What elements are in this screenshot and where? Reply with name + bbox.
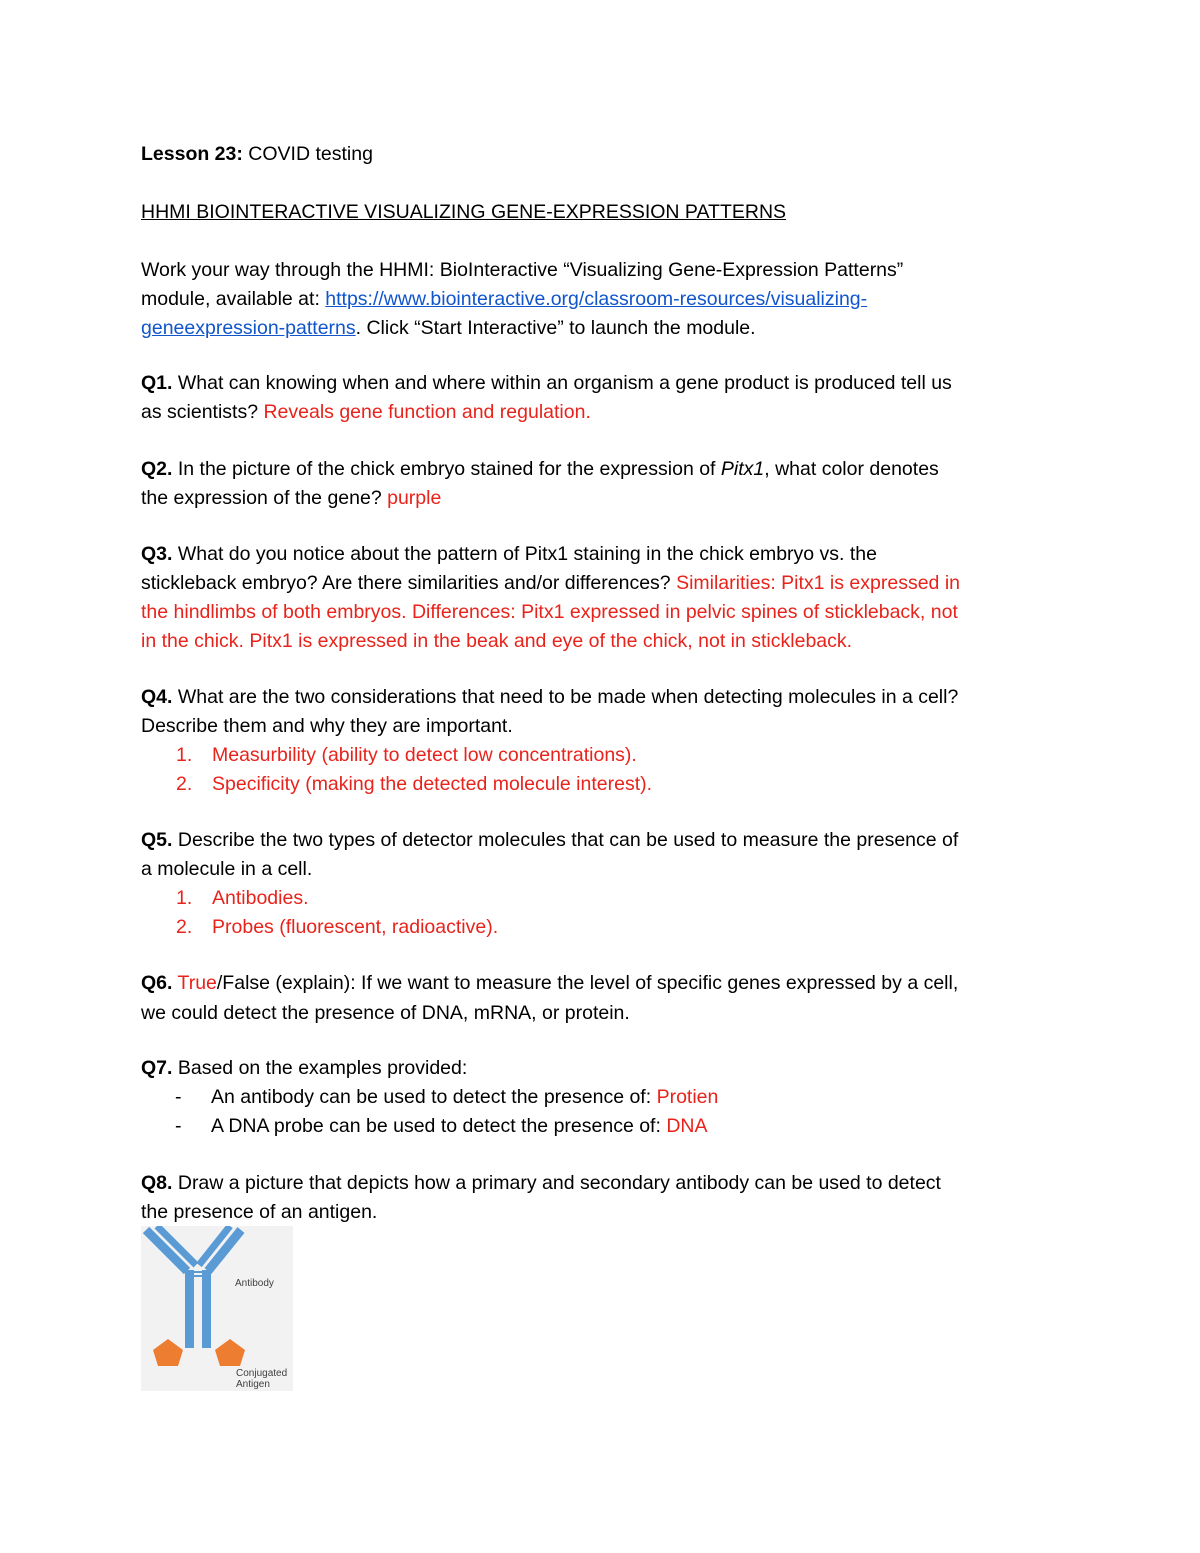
- q2-line-1: Q2. In the picture of the chick embryo stained for the expression of Pitx1, what color denotes: [141, 458, 939, 480]
- q2-answer: purple: [387, 487, 442, 509]
- q4-line-2: Describe them and why they are important.: [141, 715, 513, 737]
- antigen-label-line-2: Antigen: [236, 1379, 270, 1390]
- q3-answer: Similarities: Pitx1 is expressed in: [676, 572, 960, 594]
- q1-answer: Reveals gene function and regulation.: [263, 401, 591, 423]
- q7-line-1: Q7. Based on the examples provided:: [141, 1057, 468, 1079]
- q5-label: Q5.: [141, 829, 173, 851]
- q8-label: Q8.: [141, 1172, 173, 1194]
- antibody-label: Antibody: [235, 1278, 274, 1289]
- q7-label: Q7.: [141, 1057, 173, 1079]
- antibody-antigen-diagram: [141, 1226, 293, 1391]
- q8-line-1: Q8. Draw a picture that depicts how a primary and secondary antibody can be used to detect: [141, 1172, 941, 1194]
- section-heading: HHMI BIOINTERACTIVE VISUALIZING GENE-EXPRESSION PATTERNS: [141, 201, 787, 223]
- q4-label: Q4.: [141, 686, 173, 708]
- q6-line-2: we could detect the presence of DNA, mRNA, or protein.: [141, 1002, 630, 1024]
- q5-answer-item: 2. Probes (fluorescent, radioactive).: [176, 916, 499, 938]
- q3-line-1: Q3. What do you notice about the pattern of Pitx1 staining in the chick embryo vs. the: [141, 543, 877, 565]
- q7-item: - A DNA probe can be used to detect the presence of: DNA: [175, 1115, 708, 1137]
- intro-line-1: Work your way through the HHMI: BioInteractive “Visualizing Gene-Expression Patterns”: [141, 259, 904, 281]
- q5-line-1: Q5. Describe the two types of detector molecules that can be used to measure the presence of: [141, 829, 959, 851]
- q7-answer: DNA: [666, 1115, 708, 1137]
- q3-answer-line-2: the hindlimbs of both embryos. Differences: Pitx1 expressed in pelvic spines of stickleback, not: [141, 601, 958, 623]
- q6-line-1: Q6. True/False (explain): If we want to measure the level of specific genes expressed by a cell,: [141, 972, 959, 994]
- q1-line-2: as scientists? Reveals gene function and regulation.: [141, 401, 591, 423]
- q8-line-2: the presence of an antigen.: [141, 1201, 378, 1223]
- module-link[interactable]: https://www.biointeractive.org/classroom-resources/visualizing-: [325, 288, 868, 310]
- q3-label: Q3.: [141, 543, 173, 565]
- q1-line-1: Q1. What can knowing when and where within an organism a gene product is produced tell us: [141, 372, 952, 394]
- q4-line-1: Q4. What are the two considerations that need to be made when detecting molecules in a cell?: [141, 686, 959, 708]
- q5-line-2: a molecule in a cell.: [141, 858, 313, 880]
- module-link-continued[interactable]: geneexpression-patterns: [141, 317, 356, 339]
- q2-line-2: the expression of the gene? purple: [141, 487, 442, 509]
- q2-label: Q2.: [141, 458, 173, 480]
- q7-answer: Protien: [656, 1086, 719, 1108]
- q6-answer: True: [177, 972, 217, 994]
- q6-label: Q6.: [141, 972, 173, 994]
- q1-label: Q1.: [141, 372, 173, 394]
- q4-answer-item: 2. Specificity (making the detected molecule interest).: [176, 773, 653, 795]
- intro-line-2: module, available at: https://www.biointeractive.org/classroom-resources/visualizing-: [141, 288, 868, 310]
- lesson-title: Lesson 23: COVID testing: [141, 143, 373, 165]
- q3-answer-line-3: in the chick. Pitx1 is expressed in the beak and eye of the chick, not in stickleback.: [141, 630, 853, 652]
- intro-line-3: geneexpression-patterns. Click “Start Interactive” to launch the module.: [141, 317, 756, 339]
- q7-item: - An antibody can be used to detect the presence of: Protien: [175, 1086, 719, 1108]
- q5-answer-item: 1. Antibodies.: [176, 887, 309, 909]
- antigen-label-line-1: Conjugated: [236, 1368, 288, 1379]
- q3-line-2: stickleback embryo? Are there similarities and/or differences? Similarities: Pitx1 is expressed in: [141, 572, 960, 594]
- q4-answer-item: 1. Measurbility (ability to detect low concentrations).: [176, 744, 637, 766]
